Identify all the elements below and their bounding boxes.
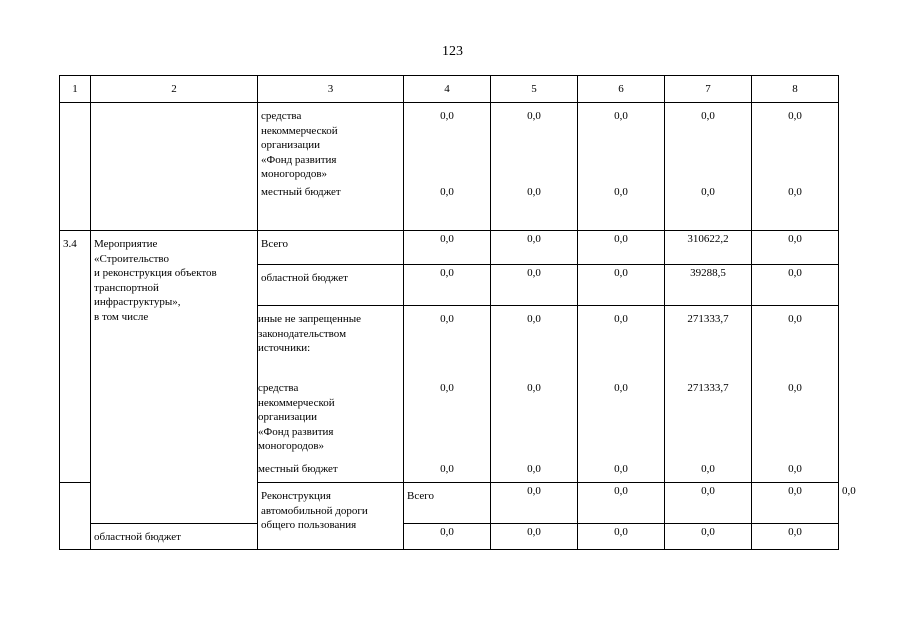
header-cell: 6 <box>578 76 665 103</box>
source-label: средства некоммерческой организации «Фонд развития моногородов» <box>261 110 338 180</box>
cell-source <box>258 306 404 483</box>
budget-table <box>59 75 856 550</box>
cell-value: 0,0 0,0 0,0 <box>752 306 839 483</box>
cell-value: 0,0 0,0 0,0 <box>491 306 578 483</box>
cell-value: 0,0 0,0 <box>752 103 839 231</box>
cell-value: 0,0 <box>404 524 491 550</box>
cell-value: 0,0 <box>752 524 839 550</box>
cell-source: Всего <box>258 231 404 265</box>
cell-value: 271333,7 271333,7 0,0 <box>665 306 752 483</box>
cell-value: 0,0 <box>491 265 578 306</box>
cell-value: 0,0 <box>491 231 578 265</box>
cell-value: 0,0 <box>752 265 839 306</box>
cell-value: 0,0 0,0 <box>404 103 491 231</box>
cell-number: 3.4 <box>60 231 91 483</box>
cell-value: 0,0 <box>578 231 665 265</box>
table-row <box>60 103 839 231</box>
cell-value: 0,0 <box>665 483 752 524</box>
header-cell: 8 <box>752 76 839 103</box>
cell-value: 0,0 <box>665 524 752 550</box>
header-cell: 2 <box>91 76 258 103</box>
cell-value: 0,0 <box>752 483 839 524</box>
cell-value: 0,0 <box>752 231 839 265</box>
cell-name <box>91 103 258 231</box>
cell-value: 0,0 <box>491 524 578 550</box>
cell-value: 0,0 0,0 0,0 <box>404 306 491 483</box>
cell-value: 0,0 0,0 0,0 <box>578 306 665 483</box>
cell-value: 39288,5 <box>665 265 752 306</box>
cell-name: Мероприятие «Строительство и реконструкция объектов транспортной инфраструктуры», в том числе <box>91 231 258 524</box>
cell-number <box>60 103 91 231</box>
cell-source: областной бюджет <box>258 265 404 306</box>
table-row <box>60 231 839 265</box>
cell-number <box>60 483 91 550</box>
source-label: иные не запрещенные законодательством источники: <box>258 313 362 354</box>
header-cell: 4 <box>404 76 491 103</box>
cell-value: 310622,2 <box>665 231 752 265</box>
source-label: местный бюджет <box>258 463 338 475</box>
header-cell: 7 <box>665 76 752 103</box>
cell-source: Всего <box>404 483 491 524</box>
cell-value: 0,0 <box>578 265 665 306</box>
table-row <box>60 524 839 550</box>
cell-value: 0,0 <box>578 483 665 524</box>
table-row: Реконструкция автомобильной дороги общего пользования Всего 0,0 0,0 0,0 0,0 0,0 <box>60 483 839 524</box>
cell-value: 0,0 0,0 <box>665 103 752 231</box>
header-cell: 3 <box>258 76 404 103</box>
cell-value: 0,0 <box>578 524 665 550</box>
source-label: местный бюджет <box>261 186 341 198</box>
cell-source: областной бюджет <box>91 524 258 550</box>
header-cell: 5 <box>491 76 578 103</box>
source-label: средства некоммерческой организации «Фонд развития моногородов» <box>258 382 335 452</box>
cell-source <box>258 103 404 231</box>
cell-value: 0,0 <box>404 265 491 306</box>
cell-value: 0,0 <box>404 231 491 265</box>
header-cell: 1 <box>60 76 91 103</box>
cell-value: 0,0 0,0 <box>491 103 578 231</box>
page-number: 123 <box>442 44 463 59</box>
cell-value: 0,0 0,0 <box>578 103 665 231</box>
header-row <box>60 76 839 103</box>
cell-name: Реконструкция автомобильной дороги общего пользования <box>258 483 404 550</box>
cell-value: 0,0 <box>491 483 578 524</box>
